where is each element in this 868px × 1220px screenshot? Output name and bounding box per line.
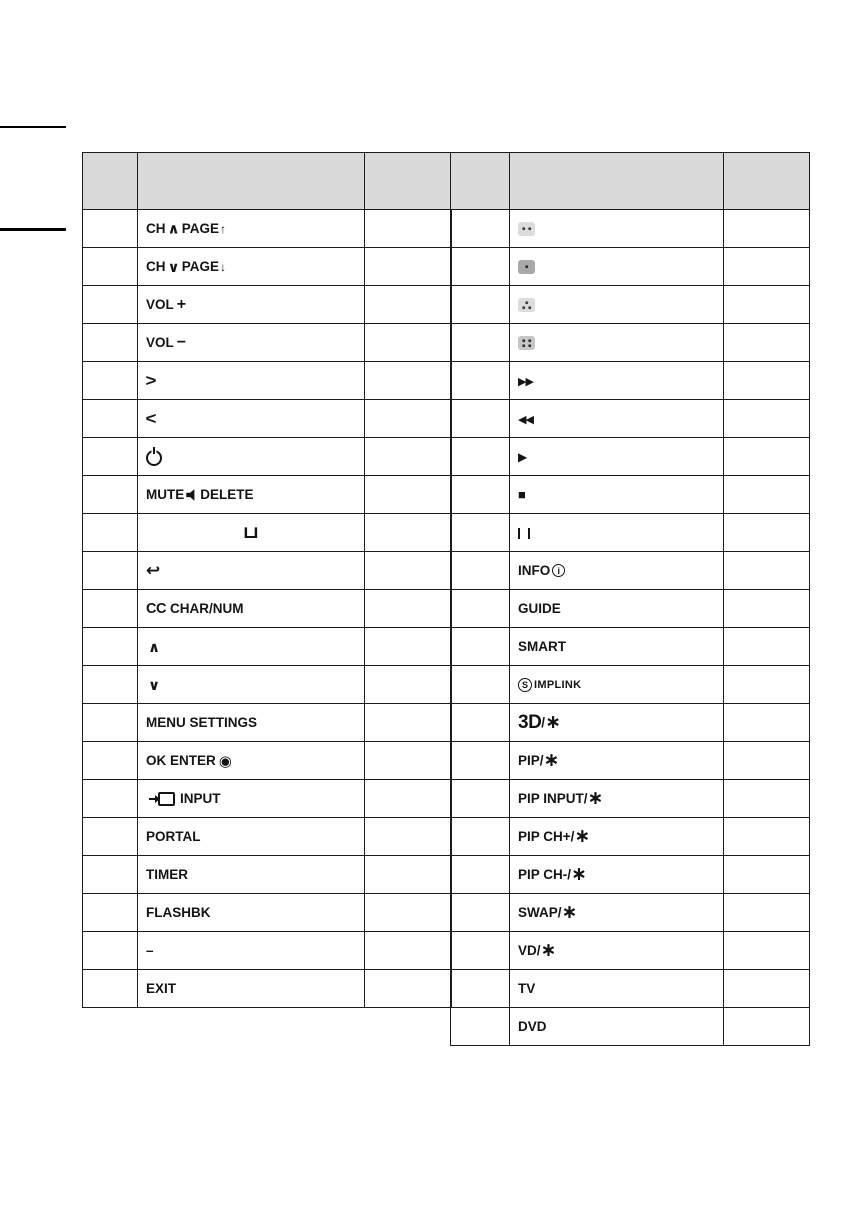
pause-icon — [518, 528, 530, 539]
info-icon: i — [552, 564, 565, 577]
table-row — [451, 210, 810, 248]
table-row — [451, 704, 810, 742]
table-row — [451, 970, 810, 1008]
star-icon: ∗ — [571, 864, 587, 885]
button-label-cell — [510, 362, 724, 400]
code-cell — [83, 970, 138, 1008]
label-text: VD/ — [518, 943, 541, 958]
input-icon — [158, 792, 175, 806]
table-row — [83, 970, 452, 1008]
code-cell — [451, 818, 510, 856]
table-row — [451, 324, 810, 362]
table-row — [83, 704, 452, 742]
code-cell — [83, 742, 138, 780]
label-text: OK ENTER — [146, 753, 216, 768]
button-label-cell — [510, 286, 724, 324]
value-cell — [365, 590, 452, 628]
header-cell — [451, 153, 510, 210]
table-row — [451, 742, 810, 780]
value-cell — [724, 514, 810, 552]
code-cell — [83, 590, 138, 628]
arrow-down-icon: ↓ — [219, 259, 226, 274]
label-text: INPUT — [180, 791, 221, 807]
value-cell — [365, 666, 452, 704]
button-label-cell — [138, 894, 365, 932]
label-text: SWAP/ — [518, 905, 562, 920]
value-cell — [724, 552, 810, 590]
table-row — [451, 552, 810, 590]
table-row — [83, 210, 452, 248]
star-icon: ∗ — [561, 902, 578, 923]
button-label-cell — [138, 818, 365, 856]
code-cell — [83, 476, 138, 514]
table-row — [83, 362, 452, 400]
value-cell — [724, 742, 810, 780]
button-label-cell — [138, 666, 365, 704]
remote-codes-table-left — [82, 152, 452, 1008]
code-cell — [451, 1008, 510, 1046]
button-label-cell — [138, 742, 365, 780]
table-row — [451, 590, 810, 628]
button-label-cell — [138, 438, 365, 476]
value-cell — [365, 400, 452, 438]
dots-3-icon — [518, 298, 535, 312]
table-row — [451, 1008, 810, 1046]
star-icon: ∗ — [587, 788, 604, 809]
star-icon: ∗ — [543, 750, 560, 771]
value-cell — [365, 970, 452, 1008]
button-label-cell — [138, 780, 365, 818]
star-icon: ∗ — [574, 826, 591, 847]
button-label-cell — [138, 286, 365, 324]
code-cell — [83, 932, 138, 970]
value-cell — [724, 438, 810, 476]
code-cell — [451, 438, 510, 476]
code-cell — [451, 932, 510, 970]
button-label-cell — [510, 894, 724, 932]
table-row — [451, 666, 810, 704]
code-cell — [83, 286, 138, 324]
power-icon — [146, 450, 162, 466]
label-text: PIP CH-/ — [518, 867, 572, 882]
button-label-cell — [138, 628, 365, 666]
header-cell — [365, 153, 452, 210]
value-cell — [724, 894, 810, 932]
code-cell — [451, 894, 510, 932]
label-text: INFO — [518, 563, 551, 579]
button-label-cell — [510, 590, 724, 628]
code-cell — [451, 628, 510, 666]
code-cell — [83, 514, 138, 552]
code-cell — [83, 780, 138, 818]
button-label-cell — [510, 476, 724, 514]
label-text: 3D — [518, 711, 542, 733]
table-row — [83, 818, 452, 856]
label-text: TIMER — [146, 867, 188, 883]
value-cell — [365, 628, 452, 666]
play-icon: ▶ — [518, 450, 528, 465]
table-row — [451, 362, 810, 400]
label-text: CHAR/NUM — [169, 601, 244, 617]
code-cell — [451, 362, 510, 400]
code-cell — [451, 704, 510, 742]
button-label-cell — [138, 362, 365, 400]
button-label-cell — [510, 932, 724, 970]
table-row — [83, 400, 452, 438]
button-label-cell — [138, 248, 365, 286]
button-label-cell — [510, 438, 724, 476]
value-cell — [365, 818, 452, 856]
mute-speaker-icon — [186, 489, 198, 501]
label-text: DVD — [518, 1019, 547, 1035]
dash-key-icon: ⊔ — [242, 522, 260, 542]
table-row — [83, 514, 452, 552]
label-text: CH — [146, 259, 166, 274]
angle-left-icon: < — [145, 408, 157, 428]
table-row — [83, 286, 452, 324]
code-cell — [83, 438, 138, 476]
table-row — [451, 894, 810, 932]
button-label-cell — [510, 628, 724, 666]
table-row — [83, 590, 452, 628]
value-cell — [724, 970, 810, 1008]
table-row — [451, 628, 810, 666]
value-cell — [724, 932, 810, 970]
code-cell — [83, 400, 138, 438]
remote-codes-table-right — [450, 152, 810, 1046]
table-row — [83, 932, 452, 970]
code-cell — [451, 286, 510, 324]
table-row — [451, 286, 810, 324]
value-cell — [724, 628, 810, 666]
code-cell — [83, 666, 138, 704]
chevron-down-icon: ∨ — [167, 258, 180, 276]
button-label-cell — [138, 324, 365, 362]
table-row — [83, 476, 452, 514]
button-label-cell — [510, 514, 724, 552]
button-label-cell — [138, 856, 365, 894]
button-label-cell — [510, 1008, 724, 1046]
value-cell — [365, 476, 452, 514]
code-cell — [451, 324, 510, 362]
value-cell — [365, 286, 452, 324]
chevron-up-icon: ∧ — [148, 638, 161, 656]
code-cell — [451, 400, 510, 438]
label-text: VOL — [146, 335, 174, 350]
value-cell — [365, 324, 452, 362]
code-cell — [451, 856, 510, 894]
button-label-cell — [138, 932, 365, 970]
table-row — [451, 476, 810, 514]
header-cell — [83, 153, 138, 210]
value-cell — [724, 818, 810, 856]
value-cell — [365, 514, 452, 552]
table-row — [451, 438, 810, 476]
table-row — [83, 894, 452, 932]
code-cell — [451, 590, 510, 628]
label-text: PAGE — [181, 221, 219, 236]
button-label-cell — [510, 742, 724, 780]
label-text: GUIDE — [518, 601, 561, 617]
table-row — [83, 780, 452, 818]
value-cell — [724, 666, 810, 704]
label-text: EXIT — [146, 981, 177, 997]
margin-rule-bottom — [0, 228, 66, 231]
button-label-cell — [510, 856, 724, 894]
value-cell — [724, 210, 810, 248]
value-cell — [365, 248, 452, 286]
header-cell — [138, 153, 365, 210]
table-row — [451, 400, 810, 438]
value-cell — [724, 400, 810, 438]
code-cell — [451, 742, 510, 780]
table-row — [451, 818, 810, 856]
code-cell — [83, 324, 138, 362]
button-label-cell — [510, 248, 724, 286]
label-text: PIP INPUT/ — [518, 791, 588, 806]
button-label-cell — [138, 590, 365, 628]
dots-1-icon — [518, 260, 535, 274]
label-text: CH — [146, 221, 166, 236]
code-cell — [451, 476, 510, 514]
header-cell — [724, 153, 810, 210]
back-icon: ↩ — [146, 560, 161, 580]
value-cell — [724, 1008, 810, 1046]
code-cell — [83, 628, 138, 666]
dots-2-icon — [518, 222, 535, 236]
table-row — [83, 324, 452, 362]
label-text: TV — [518, 981, 536, 997]
value-cell — [724, 590, 810, 628]
value-cell — [365, 438, 452, 476]
chevron-up-icon: ∧ — [167, 220, 180, 238]
table-row — [451, 780, 810, 818]
label-text: PIP/ — [518, 753, 544, 768]
value-cell — [724, 286, 810, 324]
table-row — [83, 666, 452, 704]
star-icon: ∗ — [540, 940, 557, 961]
code-cell — [451, 666, 510, 704]
margin-rule-top — [0, 126, 66, 128]
enter-dot-icon: ◉ — [218, 752, 232, 770]
code-cell — [83, 894, 138, 932]
button-label-cell — [510, 780, 724, 818]
code-cell — [451, 210, 510, 248]
button-label-cell — [510, 818, 724, 856]
label-text: / — [541, 715, 546, 730]
button-label-cell — [138, 704, 365, 742]
value-cell — [365, 552, 452, 590]
codes-table — [82, 152, 452, 1008]
button-label-cell — [510, 704, 724, 742]
simplink-s-icon: S — [518, 678, 532, 692]
table-row — [451, 932, 810, 970]
table-row — [451, 856, 810, 894]
table-row — [83, 552, 452, 590]
code-cell — [451, 248, 510, 286]
code-cell — [451, 970, 510, 1008]
label-text: VOL — [146, 297, 174, 312]
value-cell — [365, 742, 452, 780]
table-row — [83, 438, 452, 476]
value-cell — [365, 704, 452, 742]
header-row — [83, 153, 452, 210]
value-cell — [724, 476, 810, 514]
button-label-cell — [138, 210, 365, 248]
button-label-cell — [510, 324, 724, 362]
minus-icon: − — [176, 333, 187, 351]
table-row — [83, 628, 452, 666]
code-cell — [451, 552, 510, 590]
label-text: DELETE — [200, 487, 254, 503]
code-cell — [83, 248, 138, 286]
dots-4-icon — [518, 336, 535, 350]
button-label-cell — [510, 210, 724, 248]
code-cell — [83, 362, 138, 400]
code-cell — [451, 780, 510, 818]
star-icon: ∗ — [545, 712, 561, 733]
label-text: SMART — [518, 639, 566, 655]
label-text: MENU SETTINGS — [146, 715, 258, 731]
value-cell — [724, 362, 810, 400]
button-label-cell — [138, 400, 365, 438]
angle-right-icon: > — [145, 370, 157, 390]
code-cell — [83, 818, 138, 856]
value-cell — [365, 780, 452, 818]
value-cell — [365, 210, 452, 248]
button-label-cell — [138, 514, 365, 552]
table-row — [83, 856, 452, 894]
rew-icon: ◀◀ — [518, 413, 533, 426]
value-cell — [365, 362, 452, 400]
plus-icon: + — [176, 295, 187, 313]
value-cell — [724, 248, 810, 286]
code-cell — [83, 552, 138, 590]
arrow-up-icon: ↑ — [219, 221, 226, 236]
label-text: IMPLINK — [534, 679, 582, 692]
label-text: – — [146, 943, 154, 959]
code-cell — [83, 704, 138, 742]
button-label-cell — [138, 476, 365, 514]
value-cell — [724, 324, 810, 362]
value-cell — [724, 856, 810, 894]
code-cell — [451, 514, 510, 552]
button-label-cell — [510, 552, 724, 590]
header-row — [451, 153, 810, 210]
table-row — [83, 248, 452, 286]
cc-icon: CC — [146, 600, 166, 617]
label-text: MUTE — [146, 487, 185, 503]
code-cell — [83, 210, 138, 248]
label-text: FLASHBK — [146, 905, 211, 921]
value-cell — [724, 704, 810, 742]
table-row — [451, 514, 810, 552]
header-cell — [510, 153, 724, 210]
label-text: PAGE — [181, 259, 219, 274]
button-label-cell — [510, 400, 724, 438]
code-cell — [83, 856, 138, 894]
table-row — [83, 742, 452, 780]
stop-icon: ■ — [518, 487, 526, 503]
button-label-cell — [510, 970, 724, 1008]
value-cell — [365, 932, 452, 970]
button-label-cell — [138, 970, 365, 1008]
label-text: PIP CH+/ — [518, 829, 575, 844]
button-label-cell — [138, 552, 365, 590]
label-text: PORTAL — [146, 829, 201, 845]
table-row — [451, 248, 810, 286]
chevron-down-icon: ∨ — [148, 676, 161, 694]
codes-table — [450, 152, 810, 1046]
value-cell — [365, 856, 452, 894]
value-cell — [724, 780, 810, 818]
value-cell — [365, 894, 452, 932]
button-label-cell — [510, 666, 724, 704]
ff-icon: ▶▶ — [518, 375, 533, 388]
